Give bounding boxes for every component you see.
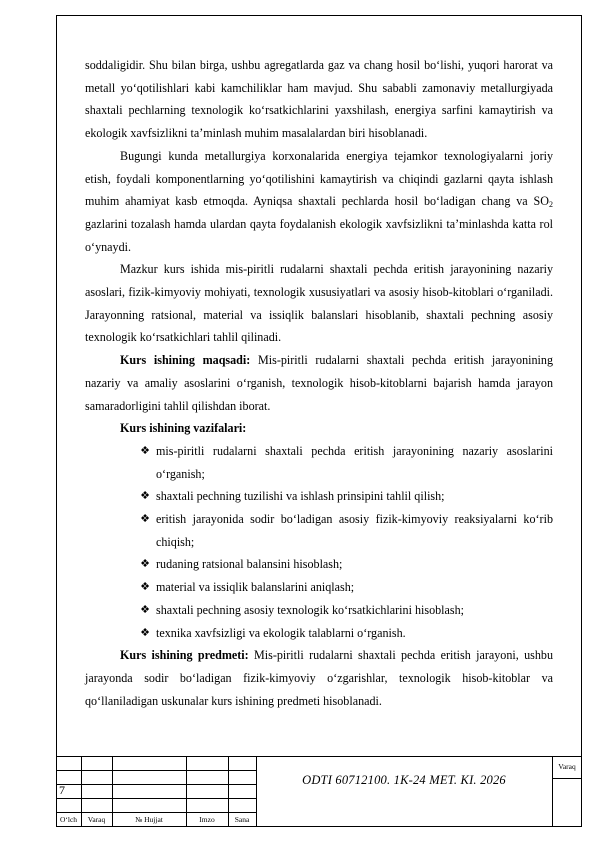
aim-text: Mis-piritli rudalarni shaxtali pechda eritish jarayonining nazariy va amaliy asoslarini o‘rganish, texnologik hisob-kitoblarni bajarish hamda jarayon samaradorligini tahlil qilishdan iborat. <box>85 353 553 413</box>
stamp-line-row3 <box>56 784 256 785</box>
list-item: ❖ mis-piritli rudalarni shaxtali pechda eritish jarayonining nazariy asoslarini o‘rganish; <box>85 440 553 485</box>
page-number: 7 <box>59 783 65 797</box>
aim-label: Kurs ishining maqsadi: <box>120 353 251 368</box>
paragraph-scope: Mazkur kurs ishida mis-piritli rudalarni shaxtali pechda eritish jarayonining nazariy asoslari, fizik-kimyoviy mohiyati, texnologik xususiyatlari va asosiy hisob-kitoblari o‘rganiladi. Jarayonning ratsional, material va issiqlik balanslari hisoblanib, shaxtali pechning asosiy texnologik ko‘rsatkichlari tahlil qilinadi. <box>85 262 553 345</box>
paragraph-energy-part1: Bugungi kunda metallurgiya korxonalarida energiya tejamkor texnologiyalarni joriy etish, foydali komponentlarning yo‘qotilishini kamaytirish va chiqindi gazlarni qayta ishlash muhim ahamiyat kasb etmoqda. Ayniqsa shaxtali pechlarda hosil bo‘ladigan chang va SO <box>85 148 553 209</box>
list-item: ❖ shaxtali pechning tuzilishi va ishlash prinsipini tahlil qilish; <box>85 485 553 508</box>
paragraph-intro-end: soddaligidir. Shu bilan birga, ushbu agregatlarda gaz va chang hosil bo‘lishi, yuqori harorat va metall yo‘qotilishlari kabi kamchiliklar ham mavjud. Shu sababli zamonaviy metallurgiyada shaxtali pechlarning texnologik ko‘rsatkichlarini yaxshilash, energiya sarfini kamaytirish va ekologik xavfsizlikni ta’minlash muhim masalalardan biri hisoblanadi. <box>85 58 553 141</box>
document-body <box>85 54 553 712</box>
document-code: ODTI 60712100. 1K-24 MET. KI. 2026 <box>302 773 506 787</box>
stamp-line-row5 <box>56 812 256 813</box>
list-item: ❖ shaxtali pechning asosiy texnologik ko‘rsatkichlarini hisoblash; <box>85 599 553 622</box>
stamp-label-hujjat: № Hujjat <box>135 815 163 824</box>
paragraph-subject <box>85 644 553 712</box>
list-item: ❖ material va issiqlik balanslarini aniqlash; <box>85 576 553 599</box>
diamond-bullet-icon: ❖ <box>140 602 150 616</box>
paragraph-energy-part2: gazlarini tozalash hamda ulardan qayta foydalanish ekologik xavfsizlikni ta’minlashda katta rol o‘ynaydi. <box>85 216 553 254</box>
stamp-label-sana: Sana <box>234 815 250 824</box>
stamp-line-sheet <box>552 778 582 779</box>
diamond-bullet-icon: ❖ <box>140 580 150 594</box>
diamond-bullet-icon: ❖ <box>140 512 150 526</box>
stamp-line-row2 <box>56 770 256 771</box>
stamp-col-divider-5 <box>256 756 257 827</box>
subject-label: Kurs ishining predmeti: <box>120 648 249 663</box>
diamond-bullet-icon: ❖ <box>140 443 150 457</box>
paragraph-aim <box>85 349 553 417</box>
diamond-bullet-icon: ❖ <box>140 625 150 639</box>
list-item: ❖ rudaning ratsional balansini hisoblash; <box>85 553 553 576</box>
tasks-list <box>85 440 553 644</box>
list-item: ❖ eritish jarayonida sodir bo‘ladigan asosiy fizik-kimyoviy reaksiyalarni ko‘rib chiqish; <box>85 508 553 553</box>
list-item: ❖ texnika xavfsizligi va ekologik talablarni o‘rganish. <box>85 622 553 645</box>
stamp-label-varaq: Varaq <box>87 815 106 824</box>
stamp-label-olch: O‘lch <box>59 815 78 824</box>
stamp-line-top <box>56 756 582 757</box>
title-block <box>56 756 582 827</box>
paragraph-energy <box>85 145 553 259</box>
stamp-label-sheet: Varaq <box>558 762 576 771</box>
stamp-line-row4 <box>56 798 256 799</box>
subject-text: Mis-piritli rudalarni shaxtali pechda eritish jarayoni, ushbu jarayonda sodir bo‘ladigan fizik-kimyoviy o‘zgarishlar, texnologik hisob-kitoblar va qo‘llaniladigan uskunalar kurs ishining predmeti hisoblanadi. <box>85 648 553 708</box>
stamp-label-imzo: Imzo <box>199 815 215 824</box>
diamond-bullet-icon: ❖ <box>140 557 150 571</box>
tasks-heading: Kurs ishining vazifalari: <box>120 421 247 436</box>
so2-subscript: 2 <box>549 200 553 210</box>
diamond-bullet-icon: ❖ <box>140 489 150 503</box>
